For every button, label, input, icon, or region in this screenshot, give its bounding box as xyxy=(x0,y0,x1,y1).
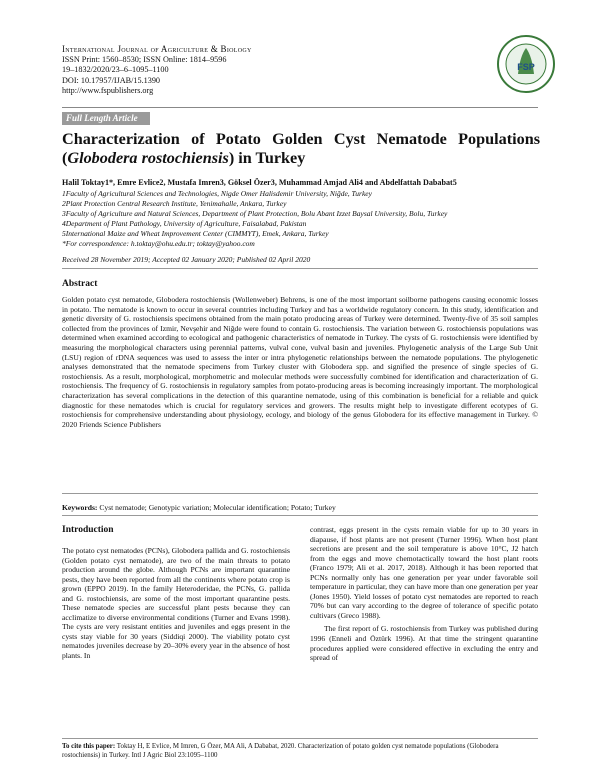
journal-name: International Journal of Agriculture & Biology xyxy=(62,44,252,54)
logo-monogram: FSP xyxy=(517,62,535,72)
publisher-logo xyxy=(496,34,556,94)
citation-label: To cite this paper: xyxy=(62,743,116,750)
paragraph: The potato cyst nematodes (PCNs), Globodera pallida and G. rostochiensis (Golden potato cyst nematode), are two of the main threats to potato production around the globe. Although PCNs are important quarantine pests, they have been reported from all the continents where potato crop is grown (EPPO 2019). In the family Heteroderidae, the PCNs, G. pallida and G. rostochiensis, are some of the most important quarantine pests. These nematode species are successful plant pests because they can acclimatize to diverse environmental conditions (Turner and Evans 1998). The cysts are very resistant entities and juveniles and eggs present in the cysts stay viable for 30 years (Siddiqi 2000). The viability potato cyst nematodes juveniles decrease by 20–30% every year in the absence of host plants. In xyxy=(62,546,290,661)
divider xyxy=(62,268,538,269)
journal-header xyxy=(62,44,252,97)
introduction-heading: Introduction xyxy=(62,525,114,535)
affiliation: 4Department of Plant Pathology, University of Agriculture, Faisalabad, Pakistan xyxy=(62,219,307,228)
divider xyxy=(62,738,538,739)
citation-text: Toktay H, E Evlice, M Imren, G Özer, MA Ali, A Dababat, 2020. Characterization of potato golden cyst nematode populations (Globodera rostochiensis) in Turkey. Intl J Agric Biol 23:1095–1100 xyxy=(62,743,499,759)
correspondence: *For correspondence: h.toktay@ohu.edu.tr; toktay@yahoo.com xyxy=(62,239,255,248)
paragraph: contrast, eggs present in the cysts remain viable for up to 30 years in diapause, if host plants are not present (Turner 1996). When host plant secretions are present and the soil temperature is above 10°C, J2 hatch from the eggs and move chemotactically toward the host plant roots (Franco 1979; Ali et al. 2017, 2018). Although it has been reported that PCNs normally only has one generation per year under favorable soil temperature in particular, they can have more than one generation per year (Jones 1950). Yield losses of potato cyst nematodes are reported to reach 70% but can vary according to the degree of tolerance of specific potato cultivars (Greco 1988). xyxy=(310,525,538,620)
affiliation: 2Plant Protection Central Research Institute, Yenimahalle, Ankara, Turkey xyxy=(62,199,287,208)
keywords-label: Keywords: xyxy=(62,503,98,512)
doi: DOI: 10.17957/IJAB/15.1390 xyxy=(62,75,161,85)
dates-line: Received 28 November 2019; Accepted 02 January 2020; Published 02 April 2020 xyxy=(62,255,311,264)
intro-right-column xyxy=(310,525,538,663)
article-id: 19–1832/2020/23–6–1095–1100 xyxy=(62,65,169,75)
paragraph: The first report of G. rostochiensis from Turkey was published during 1996 (Enneli and Öztürk 1996). At that time the stringent quarantine procedures applied were considered effective in excluding the entry and spread of xyxy=(310,624,538,663)
abstract-heading: Abstract xyxy=(62,279,98,289)
affiliation: 1Faculty of Agricultural Sciences and Technologies, Nigde Omer Halisdemir University, Niğde, Turkey xyxy=(62,189,372,198)
keywords-list: Cyst nematode; Genotypic variation; Molecular identification; Potato; Turkey xyxy=(99,503,336,512)
author-list xyxy=(62,178,540,188)
abstract-body: Golden potato cyst nematode, Globodera rostochiensis (Wollenweber) Behrens, is one of the most important soilborne pathogens causing economic losses in potato. The nematode is known to occur in several countries including Turkey and has a worldwide regulatory concern. In this study, identification and genetic diversity of G. rostochiensis specimens obtained from the main potato producing areas of Turkey were determined. Twenty-five of 35 soil samples collected from the provinces of Izmir, Nevşehir and Niğde were found to contain G. rostochiensis. The variation between G. rostochiensis populations was determined when examined according to ecological and pathogenic characteristics of nematode in Turkey. The cysts of G. rostochiensis were identified by measuring the morphological characters using perennial patterns, vulval cone, vulval basin and juveniles. Phylogenetic analysis of the Large Sub Unit (LSU) region of rDNA sequences was used to assess the inter or intra phylogenetic relationships between the nematode populations. The phylogenetic analyses demonstrated that the nematode specimens from Turkey cluster with Globodera spp. and signified the presence of single species of G. rostochiensis. As a result, morphological, morphometric and molecular methods were successfully combined for identification and characterization of G. rostochiensis. The frequency of G. rostochiensis in regulatory samples from potato-producing areas is becoming increasingly important. The morphological characterization has several complications in the detection of this quarantine nematode, using of this combination is beneficial for a reliable and quick diagnostic for these nematodes which is crucial for regulatory services and growers. The results might help to investigate different ecotypes of G. rostochiensis for comprehensive understanding about physiology, ecology, and biology of the genus Globodera for its effective management in Turkey. © 2020 Friends Science Publishers xyxy=(62,295,538,429)
publisher-url[interactable]: http://www.fspublishers.org xyxy=(62,86,154,96)
article-type-ribbon: Full Length Article xyxy=(62,112,150,125)
affiliation: 5International Maize and Wheat Improvement Center (CIMMYT), Emek, Ankara, Turkey xyxy=(62,229,329,238)
divider xyxy=(62,493,538,494)
keywords xyxy=(62,503,538,512)
affiliation: 3Faculty of Agriculture and Natural Sciences, Department of Plant Protection, Bolu Abant Izzet Baysal University, Bolu, Turkey xyxy=(62,209,448,218)
authors-text: Halil Toktay1*, Emre Evlice2, Mustafa Imren3, Göksel Özer3, Muhammad Amjad Ali4 and Abdelfattah Dababat5 xyxy=(62,178,457,187)
paper-title: Characterization of Potato Golden Cyst Nematode Populations (Globodera rostochiensis) in Turkey xyxy=(62,130,540,167)
intro-left-column xyxy=(62,546,290,661)
affiliations xyxy=(62,189,540,249)
header-rule xyxy=(62,107,538,108)
citation-box xyxy=(62,742,538,760)
divider xyxy=(62,515,538,516)
issn: ISSN Print: 1560–8530; ISSN Online: 1814–9596 xyxy=(62,54,227,64)
